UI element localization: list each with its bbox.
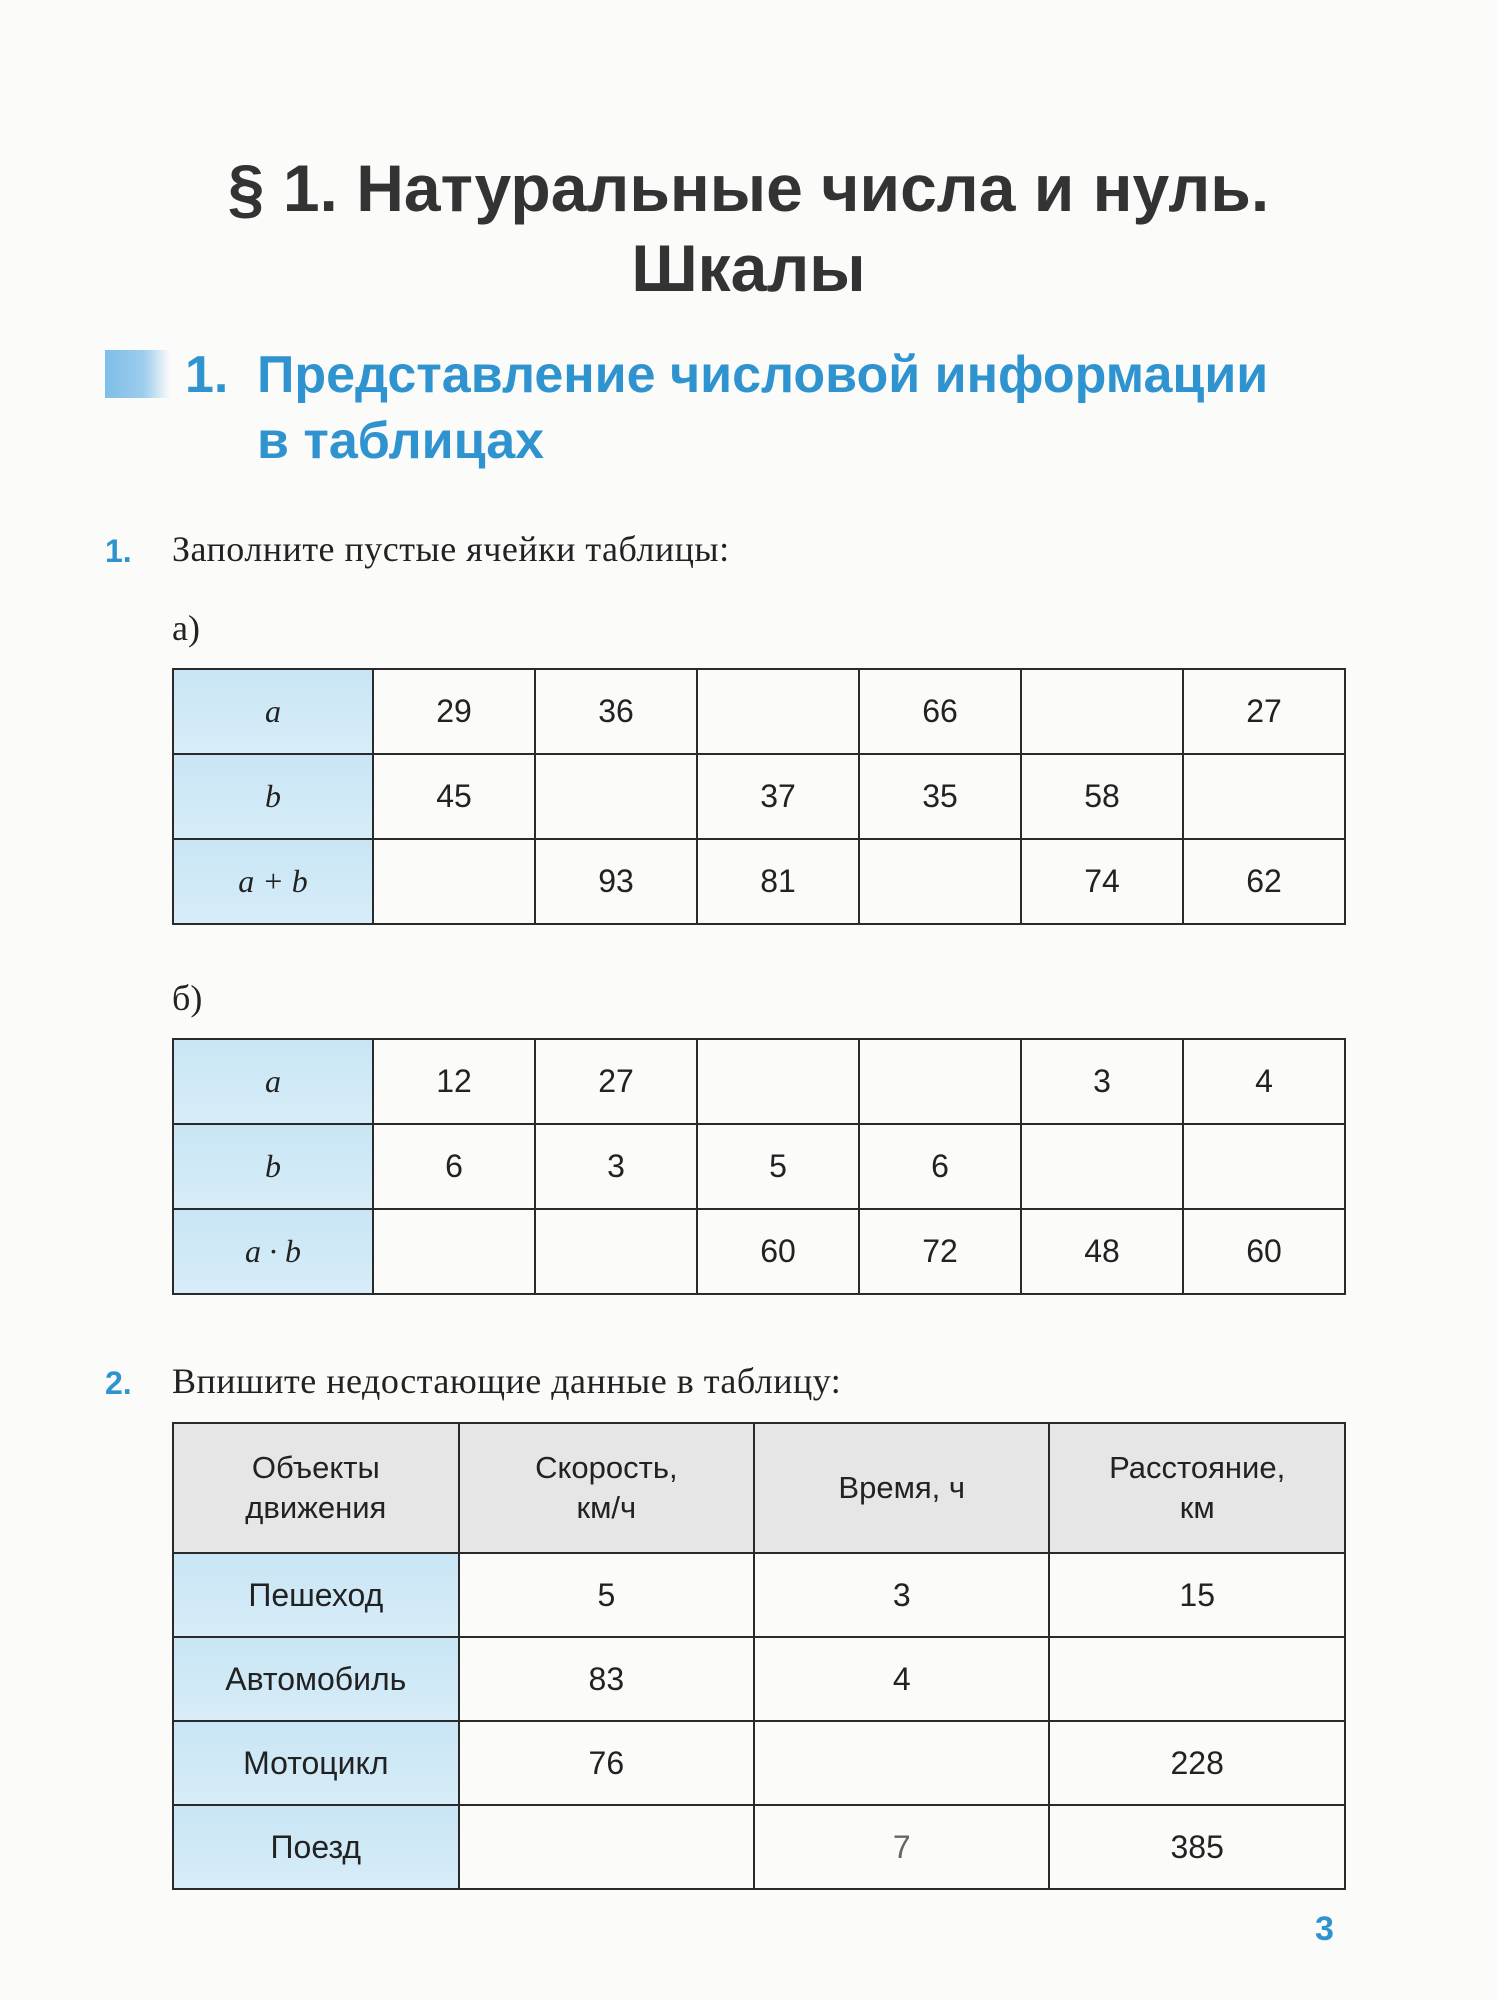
exercise-2-number: 2. (105, 1365, 132, 1401)
table-cell[interactable]: 15 (1049, 1553, 1345, 1637)
page-number: 3 (1315, 1910, 1334, 1948)
row-header: a · b (173, 1209, 373, 1294)
table-cell[interactable]: 58 (1021, 754, 1183, 839)
table-cell[interactable] (459, 1805, 754, 1889)
table-cell[interactable] (535, 1209, 697, 1294)
table-cell[interactable]: 66 (859, 669, 1021, 754)
table-cell[interactable] (373, 839, 535, 924)
column-header-line2: км/ч (576, 1490, 637, 1525)
exercise-1-number: 1. (105, 533, 132, 569)
table-row (173, 1721, 1345, 1805)
column-header-line2: км (1179, 1490, 1215, 1525)
chapter-title-line1: § 1. Натуральные числа и нуль. (227, 151, 1270, 225)
table-cell[interactable]: 27 (1183, 669, 1345, 754)
table-row (173, 1039, 1345, 1124)
table-cell[interactable]: 4 (1183, 1039, 1345, 1124)
table-row (173, 754, 1345, 839)
table-cell[interactable]: 76 (459, 1721, 754, 1805)
table-row (173, 839, 1345, 924)
chapter-title (0, 148, 1497, 308)
table-cell[interactable]: 35 (859, 754, 1021, 839)
table-row (173, 1124, 1345, 1209)
column-header-line1: Расстояние, (1109, 1450, 1286, 1485)
section-title-line2: в таблицах (257, 412, 545, 470)
exercise-1-text: Заполните пустые ячейки таблицы: (172, 529, 730, 569)
table-cell[interactable]: 5 (459, 1553, 754, 1637)
table-cell[interactable] (754, 1721, 1049, 1805)
table-cell[interactable]: 81 (697, 839, 859, 924)
table-cell[interactable] (1049, 1637, 1345, 1721)
table-row (173, 669, 1345, 754)
row-header: b (173, 1124, 373, 1209)
row-header: b (173, 754, 373, 839)
table-cell[interactable]: 385 (1049, 1805, 1345, 1889)
exercise-2-text: Впишите недостающие данные в таблицу: (172, 1361, 842, 1401)
table-cell[interactable]: 27 (535, 1039, 697, 1124)
chapter-title-line2: Шкалы (631, 231, 866, 305)
table-cell[interactable] (697, 669, 859, 754)
row-header: a + b (173, 839, 373, 924)
column-header (1049, 1423, 1345, 1553)
row-header: Автомобиль (173, 1637, 459, 1721)
column-header (173, 1423, 459, 1553)
row-header: Пешеход (173, 1553, 459, 1637)
section-title-line1: Представление числовой информации (257, 346, 1269, 404)
table-b (172, 1038, 1346, 1295)
table-cell[interactable]: 45 (373, 754, 535, 839)
row-header: a (173, 669, 373, 754)
table-cell[interactable] (1183, 1124, 1345, 1209)
part-a-label: а) (172, 608, 200, 648)
table-cell[interactable]: 3 (535, 1124, 697, 1209)
table-cell[interactable] (535, 754, 697, 839)
table-row (173, 1209, 1345, 1294)
table-cell[interactable]: 83 (459, 1637, 754, 1721)
table-cell[interactable]: 60 (697, 1209, 859, 1294)
table-cell[interactable]: 93 (535, 839, 697, 924)
section-marker-bar (105, 350, 170, 398)
table-cell[interactable]: 3 (1021, 1039, 1183, 1124)
column-header-line1: Скорость, (535, 1450, 678, 1485)
table-a (172, 668, 1346, 925)
table-row (173, 1805, 1345, 1889)
table-cell[interactable] (1183, 754, 1345, 839)
table-cell[interactable]: 5 (697, 1124, 859, 1209)
table-cell[interactable]: 62 (1183, 839, 1345, 924)
table-cell[interactable]: 72 (859, 1209, 1021, 1294)
table-cell[interactable]: 7 (754, 1805, 1049, 1889)
table-cell[interactable] (697, 1039, 859, 1124)
column-header (754, 1423, 1049, 1553)
section-heading (185, 342, 1268, 474)
table-cell[interactable] (859, 1039, 1021, 1124)
table-header-row (173, 1423, 1345, 1553)
table-cell[interactable]: 4 (754, 1637, 1049, 1721)
row-header: a (173, 1039, 373, 1124)
table-cell[interactable]: 36 (535, 669, 697, 754)
table-cell[interactable]: 6 (373, 1124, 535, 1209)
column-header-line1: Объекты (251, 1450, 380, 1485)
table-row (173, 1553, 1345, 1637)
table-motion (172, 1422, 1346, 1890)
table-cell[interactable]: 48 (1021, 1209, 1183, 1294)
column-header (459, 1423, 754, 1553)
table-cell[interactable]: 29 (373, 669, 535, 754)
table-cell[interactable]: 12 (373, 1039, 535, 1124)
table-cell[interactable] (1021, 1124, 1183, 1209)
column-header-line1: Время, ч (838, 1470, 966, 1505)
table-cell[interactable]: 37 (697, 754, 859, 839)
table-cell[interactable]: 74 (1021, 839, 1183, 924)
column-header-line2: движения (245, 1490, 387, 1525)
part-b-label: б) (172, 978, 203, 1018)
table-cell[interactable] (859, 839, 1021, 924)
row-header: Поезд (173, 1805, 459, 1889)
table-cell[interactable]: 228 (1049, 1721, 1345, 1805)
table-cell[interactable]: 60 (1183, 1209, 1345, 1294)
table-row (173, 1637, 1345, 1721)
table-cell[interactable] (373, 1209, 535, 1294)
table-cell[interactable] (1021, 669, 1183, 754)
row-header: Мотоцикл (173, 1721, 459, 1805)
table-cell[interactable]: 6 (859, 1124, 1021, 1209)
section-number: 1. (185, 346, 229, 404)
table-cell[interactable]: 3 (754, 1553, 1049, 1637)
